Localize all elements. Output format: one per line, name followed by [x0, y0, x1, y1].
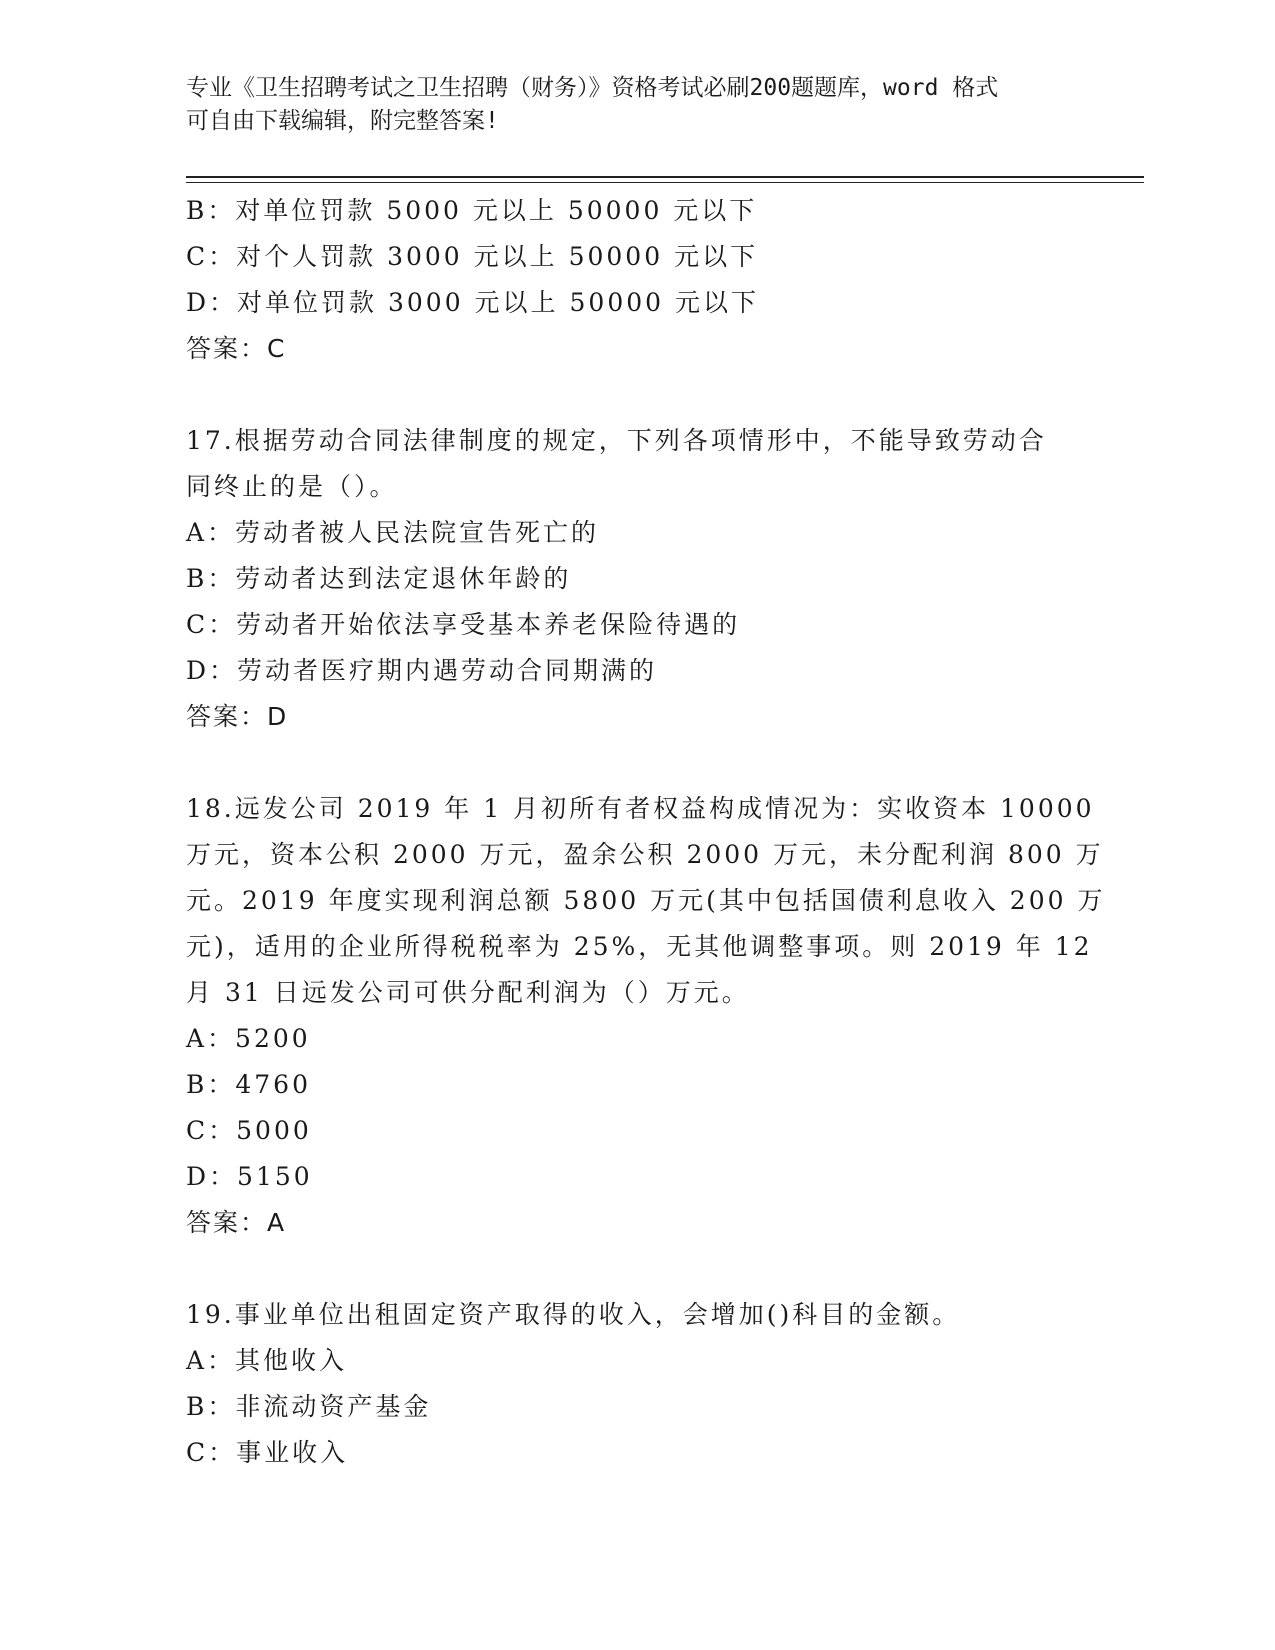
document-header [186, 72, 1086, 138]
option-c: C：对个人罚款 3000 元以上 50000 元以下 [186, 242, 759, 271]
question-content [186, 188, 1106, 1476]
question-17 [186, 418, 1086, 740]
option-c: C：劳动者开始依法享受基本养老保险待遇的 [186, 610, 741, 639]
option-c: C：事业收入 [186, 1438, 349, 1467]
option-b: B：4760 [186, 1070, 311, 1099]
header-line: 可自由下载编辑，附完整答案! [186, 108, 499, 134]
option-b: B：对单位罚款 5000 元以上 50000 元以下 [186, 196, 758, 225]
option-b: B：劳动者达到法定退休年龄的 [186, 564, 572, 593]
question-stem: 元)，适用的企业所得税税率为 25%，无其他调整事项。则 2019 年 12 [186, 932, 1093, 961]
question-18 [186, 786, 1106, 1246]
answer-label: 答案：A [186, 1208, 287, 1237]
header-divider [186, 176, 1144, 178]
question-stem: 19.事业单位出租固定资产取得的收入，会增加()科目的金额。 [186, 1300, 961, 1329]
question-stem: 万元，资本公积 2000 万元，盈余公积 2000 万元，未分配利润 800 万 [186, 840, 1104, 869]
option-d: D：劳动者医疗期内遇劳动合同期满的 [186, 656, 658, 685]
option-d: D：对单位罚款 3000 元以上 50000 元以下 [186, 288, 759, 317]
option-d: D：5150 [186, 1162, 313, 1191]
option-c: C：5000 [186, 1116, 312, 1145]
question-19 [186, 1292, 1086, 1476]
option-a: A：其他收入 [186, 1346, 348, 1375]
answer-label: 答案：C [186, 334, 287, 363]
question-fragment [186, 188, 1086, 372]
question-stem: 17.根据劳动合同法律制度的规定，下列各项情形中，不能导致劳动合 [186, 426, 1047, 455]
header-divider-thin [186, 182, 1144, 183]
question-stem: 18.远发公司 2019 年 1 月初所有者权益构成情况为：实收资本 10000 [186, 794, 1095, 823]
question-stem: 月 31 日远发公司可供分配利润为（）万元。 [186, 978, 750, 1007]
answer-label: 答案：D [186, 702, 289, 731]
option-a: A：劳动者被人民法院宣告死亡的 [186, 518, 600, 547]
header-line: 专业《卫生招聘考试之卫生招聘（财务）》资格考试必刷200题题库，word 格式 [186, 75, 999, 101]
question-stem: 元。2019 年度实现利润总额 5800 万元(其中包括国债利息收入 200 万 [186, 886, 1106, 915]
question-stem: 同终止的是（）。 [186, 472, 398, 501]
option-a: A：5200 [186, 1024, 311, 1053]
option-b: B：非流动资产基金 [186, 1392, 432, 1421]
